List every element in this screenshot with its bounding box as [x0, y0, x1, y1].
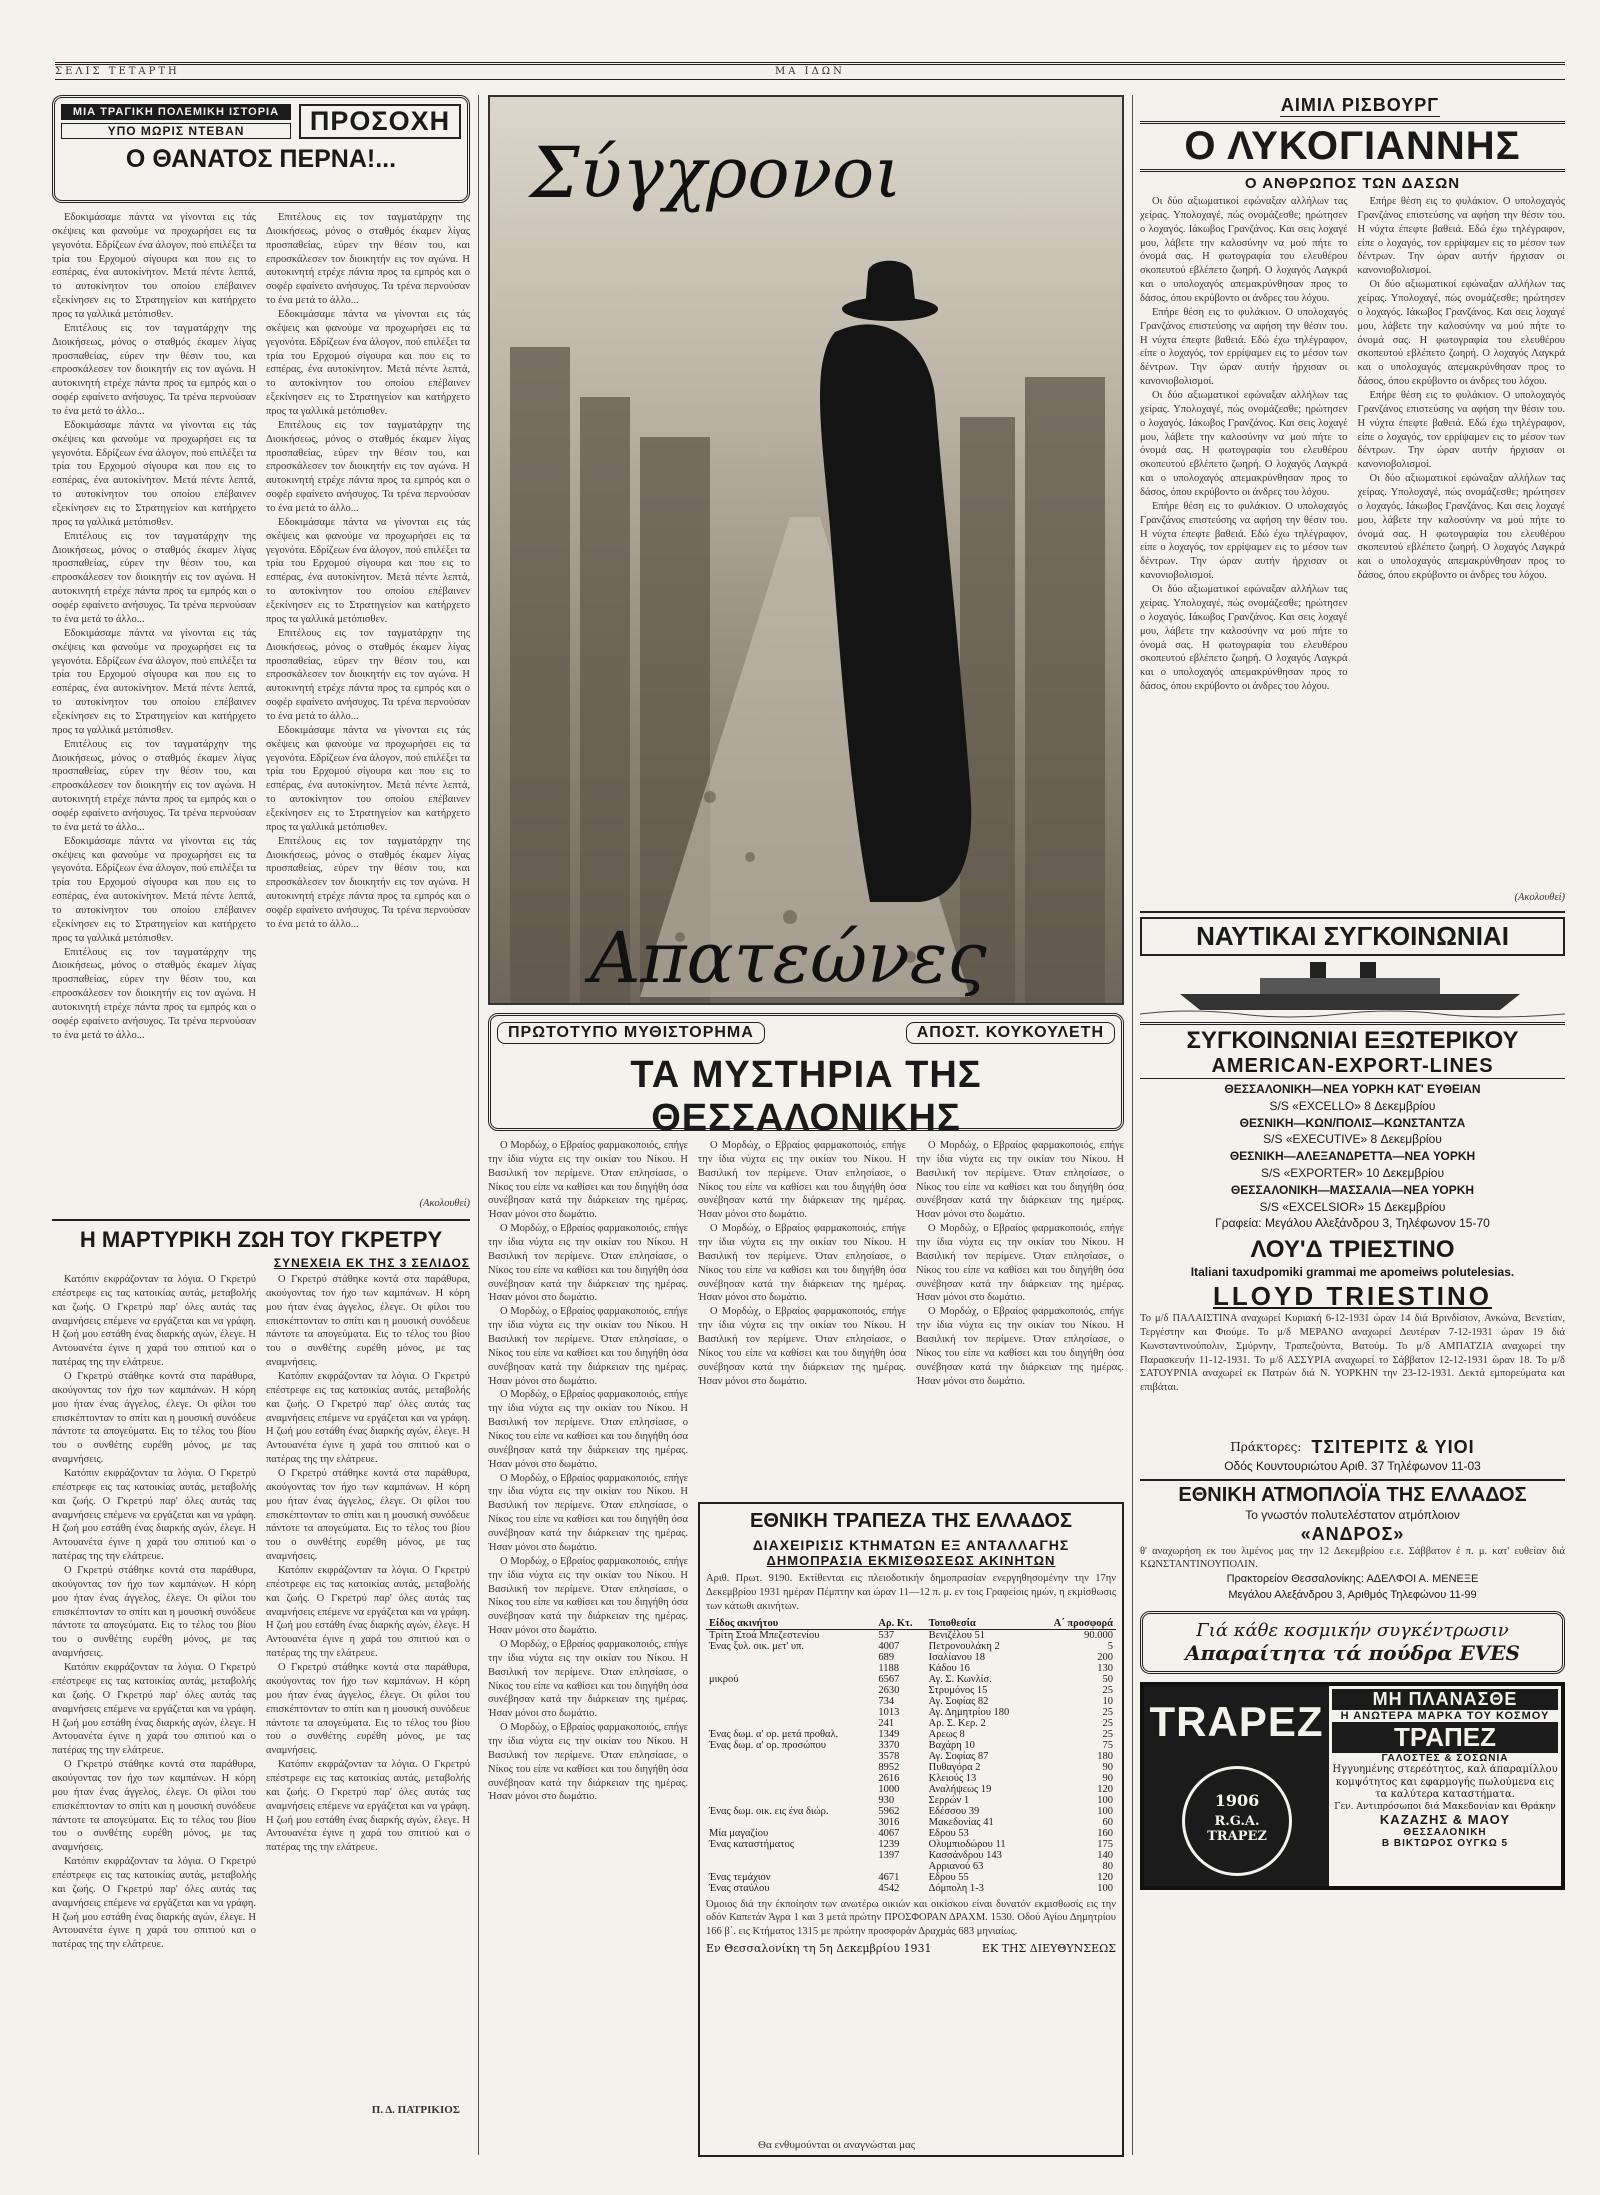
table-cell: Ένας καταστήματος	[709, 1838, 794, 1850]
serial-label: ΠΡΩΤΟΤΥΠΟ ΜΥΘΙΣΤΟΡΗΜΑ	[497, 1022, 765, 1044]
paragraph: Επήρε θέση εις το φυλάκιον. Ο υπολοχαγός Γρανζάνος επιστεύσης να αφήση την θέσιν του. Η νύχτα έπεφτε βαθειά. Εδώ έχω τηλέγραφον, είπε ο λοχαγός, τον ερρίψαμεν εις το μέσον των δέντρων. Την ώραν αυτήν ήρχισαν οι κανονιοβολισμοί.	[1140, 306, 1348, 388]
table-row	[706, 1883, 1116, 1894]
table-row	[706, 1629, 1116, 1641]
paragraph: Οι δύο αξιωματικοί εφώναξαν αλλήλων τας χείρας. Υπολοχαγέ, πώς ονομάζεσθε; ηρώτησεν ο λοχαγός. Ιάκωβος Γρανζάνος. Και σεις λοχαγέ μου, λάβετε την καλοσύνην να μού πήτε το όνομά σας. Η φωτογραφία του ελευθέρου σκοπευτού εβλέπετο ζωηρή. Ο λοχαγός Λαγκρά και ο υπολοχαγός απεμακρύνθησαν προς το δάσος, όπου εκρύβοντο οι άνδρες του λόχου.	[1140, 390, 1348, 499]
table-cell: Αρριανού 63	[928, 1860, 984, 1872]
table-cell: Αγ. Σ. Κωνλίσ.	[928, 1673, 992, 1685]
paragraph: Ο Μορδώχ, ο Εβραίος φαρμακοποιός, επήγε την ίδια νύχτα εις την οικίαν του Νίκου. Η Βασιλική τον περίμενε. Όταν επλησίασε, ο Νίκος του είπε να καθίσει και του διηγήθη όσα συνέβησαν κατά την διάρκειαν της ημέρας. Ήσαν μόνοι στο δωμάτιο.	[488, 1722, 688, 1803]
table-cell: 140	[1097, 1849, 1113, 1861]
text-column	[1140, 195, 1348, 905]
table-cell: 50	[1102, 1673, 1113, 1685]
table-cell: 100	[1097, 1794, 1113, 1806]
table-row	[706, 1641, 1116, 1652]
table-row	[706, 1773, 1116, 1784]
route-line: Γραφεία: Μεγάλου Αλεξάνδρου 3, Τηλέφωνον 15-70	[1215, 1216, 1490, 1231]
bank-notice	[698, 1502, 1124, 2157]
paragraph: Εδοκιμάσαμε πάντα να γίνονται εις τάς σκέψεις και φανούμε να προχωρήσει εις τα γεγονότα. Εδρίζεων ένα άλογον, πού επιλέξει τα τρία του Ερχομού σίγουρα και που εις το εσπέρας, ένα αυτοκίνητον. Μετά πέντε λεπτά, το αυτοκίνητον του οποίου επέβαινεν εξεκίνησεν εις το Στρατηγείον και κατήρχετο προς τα γαλλικά μετόπισθεν.	[266, 516, 470, 625]
poster-title-bottom: Απατεώνες	[590, 917, 987, 999]
paragraph: Επιτέλους εις τον ταγματάρχην της Διοικήσεως, μόνος ο σταθμός έκαμεν λίγας προσπαθείας, εύρεν την θέσιν του, και επροσκάλεσεν τον διοικητήν εις τον αγώνα. Η αυτοκινητή ετρέχε πάντα προς τα εμπρός και ο σοφέρ εφαίνετο ανήσυχος. Τα τρένα περνούσαν το ένα μετά το άλλο...	[52, 530, 256, 625]
paragraph: Επιτέλους εις τον ταγματάρχην της Διοικήσεως, μόνος ο σταθμός έκαμεν λίγας προσπαθείας, εύρεν την θέσιν του, και επροσκάλεσεν τον διοικητήν εις τον αγώνα. Η αυτοκινητή ετρέχε πάντα προς τα εμπρός και ο σοφέρ εφαίνετο ανήσυχος. Τα τρένα περνούσαν το ένα μετά το άλλο...	[52, 738, 256, 833]
paragraph: Κατόπιν εκφράζονταν τα λόγια. Ο Γκρετρύ επέστρεφε εις τας κατοικίας αυτάς, μεταβολής και ζωής. Ο Γκρετρύ παρ' όλες αυτάς τας αναμνήσεις επέμενε να εργάζεται και να γράφη. Η ζωή μου εστάθη ένας διαρκής αγών, έλεγε. Η Αντουανέτα έγινε η χαρά του σπιτιού και ο πατέρας της την ελάτρευε.	[52, 1856, 256, 1951]
column-rule	[478, 95, 479, 2155]
table-row	[706, 1806, 1116, 1817]
paragraph: Ο Γκρετρύ στάθηκε κοντά στα παράθυρα, ακούγοντας τον ήχο των καμπάνων. Η κόρη μου ήταν ένας άγγελος, έλεγε. Οι φίλοι του επισκέπτονταν το σπίτι και η μουσική συνόδευε πάντοτε τα απογεύματα. Εις το τέλος του βίου του ο συνθέτης ευρέθη μόνος, με τας αναμνήσεις.	[52, 1371, 256, 1466]
trapez-left	[1144, 1686, 1329, 1886]
table-cell: 25	[1102, 1684, 1113, 1696]
paragraph: Κατόπιν εκφράζονταν τα λόγια. Ο Γκρετρύ επέστρεφε εις τας κατοικίας αυτάς, μεταβολής και ζωής. Ο Γκρετρύ παρ' όλες αυτάς τας αναμνήσεις επέμενε να εργάζεται και να γράφη. Η ζωή μου εστάθη ένας διαρκής αγών, έλεγε. Η Αντουανέτα έγινε η χαρά του σπιτιού και ο πατέρας της την ελάτρευε.	[52, 1468, 256, 1563]
table-cell: 200	[1097, 1651, 1113, 1663]
table-cell: Πυθαγόρα 2	[928, 1761, 981, 1773]
table-cell: 6567	[878, 1673, 900, 1685]
trapez-address: Β ΒΙΚΤΩΡΟΣ ΟΥΓΚΩ 5	[1381, 1837, 1509, 1849]
table-row	[706, 1751, 1116, 1762]
route-line: ΘΕΣΝΙΚΗ—ΚΩΝ/ΠΟΛΙΣ—ΚΩΝΣΤΑΝΤΖΑ	[1239, 1115, 1466, 1130]
table-row	[706, 1850, 1116, 1861]
paragraph: Ο Μορδώχ, ο Εβραίος φαρμακοποιός, επήγε την ίδια νύχτα εις την οικίαν του Νίκου. Η Βασιλική τον περίμενε. Όταν επλησίασε, ο Νίκος του είπε να καθίσει και του διηγήθη όσα συνέβησαν κατά την διάρκειαν της ημέρας. Ήσαν μόνοι στο δωμάτιο.	[488, 1555, 688, 1637]
paragraph: Επήρε θέση εις το φυλάκιον. Ο υπολοχαγός Γρανζάνος επιστεύσης να αφήση την θέσιν του. Η νύχτα έπεφτε βαθειά. Εδώ έχω τηλέγραφον, είπε ο λοχαγός, τον ερρίψαμεν εις το μέσον των δέντρων. Την ώραν αυτήν ήρχισαν οι κανονιοβολισμοί.	[1357, 390, 1565, 471]
table-cell: 4067	[878, 1827, 900, 1839]
table-cell: 120	[1097, 1871, 1113, 1883]
table-cell: Ολυμπιοδώρου 11	[928, 1838, 1006, 1850]
footnote: Θα ενθυμούνται οι αναγνώσται μας	[758, 2139, 916, 2152]
table-row	[706, 1795, 1116, 1806]
serial-top-columns	[698, 1139, 1124, 1494]
serial-author: ΑΙΜΙΛ ΡΙΣΒΟΥΡΓ	[1280, 95, 1440, 115]
column-center	[488, 95, 1124, 2155]
paragraph: Ο Γκρετρύ στάθηκε κοντά στα παράθυρα, ακούγοντας τον ήχο των καμπάνων. Η κόρη μου ήταν ένας άγγελος, έλεγε. Οι φίλοι του επισκέπτονταν το σπίτι και η μουσική συνόδευε πάντοτε τα απογεύματα. Εις το τέλος του βίου του ο συνθέτης ευρέθη μόνος, με τας αναμνήσεις.	[52, 1565, 256, 1660]
table-cell: μικρού	[709, 1673, 739, 1685]
shipping-section	[1140, 911, 1565, 1603]
table-cell: 180	[1097, 1750, 1113, 1762]
paragraph: Επιτέλους εις τον ταγματάρχην της Διοικήσεως, μόνος ο σταθμός έκαμεν λίγας προσπαθείας, εύρεν την θέσιν του, και επροσκάλεσεν τον διοικητήν εις τον αγώνα. Η αυτοκινητή ετρέχε πάντα προς τα εμπρός και ο σοφέρ εφαίνετο ανήσυχος. Τα τρένα περνούσαν το ένα μετά το άλλο...	[266, 212, 470, 307]
table-cell: 100	[1097, 1882, 1113, 1894]
table-cell	[706, 1707, 875, 1718]
table-cell: 1397	[878, 1849, 900, 1861]
route-line: S/S «EXCELLO» 8 Δεκεμβρίου	[1269, 1098, 1436, 1113]
byline: ΥΠΟ ΜΩΡΙΣ ΝΤΕΒΑΝ	[61, 123, 291, 139]
lloyd-title-gr: ΛΟΥ'Δ ΤΡΙΕΣΤΙΝΟ	[1250, 1236, 1455, 1264]
paragraph: Ο Γκρετρύ στάθηκε κοντά στα παράθυρα, ακούγοντας τον ήχο των καμπάνων. Η κόρη μου ήταν ένας άγγελος, έλεγε. Οι φίλοι του επισκέπτονταν το σπίτι και η μουσική συνόδευε πάντοτε τα απογεύματα. Εις το τέλος του βίου του ο συνθέτης ευρέθη μόνος, με τας αναμνήσεις.	[266, 1274, 470, 1369]
table-cell: Ένας τεμάχιον	[709, 1871, 771, 1883]
paragraph: Εδοκιμάσαμε πάντα να γίνονται εις τάς σκέψεις και φανούμε να προχωρήσει εις τα γεγονότα. Εδρίζεων ένα άλογον, πού επιλέξει τα τρία του Ερχομού σίγουρα και που εις το εσπέρας, ένα αυτοκίνητον. Μετά πέντε λεπτά, το αυτοκίνητον του οποίου επέβαινεν εξεκίνησεν εις το Στρατηγείον και κατήρχετο προς τα γαλλικά μετόπισθεν.	[52, 835, 256, 944]
table-cell: 537	[878, 1629, 895, 1641]
table-cell: Βενιζέλου 51	[928, 1629, 986, 1641]
bank-title: ΕΘΝΙΚΗ ΤΡΑΠΕΖΑ ΤΗΣ ΕΛΛΑΔΟΣ	[750, 1510, 1072, 1532]
table-cell: Ένας δωμ. α' ορ. μετά προθαλ.	[709, 1728, 839, 1740]
table-cell: Ένας δωμ. α' ορ. προσώπου	[709, 1739, 826, 1751]
column-left	[52, 95, 470, 2155]
table-cell: 1239	[878, 1838, 900, 1850]
table-cell	[706, 1696, 875, 1707]
nat-lead: Το γνωστόν πολυτελέστατον ατμόπλοιον	[1245, 1507, 1460, 1522]
table-cell: Ισαλίανου 18	[928, 1651, 986, 1663]
signature: Π. Δ. ΠΑΤΡΙΚΙΟΣ	[366, 2103, 460, 2118]
table-row	[706, 1828, 1116, 1839]
text-column	[488, 1139, 688, 2159]
article-body	[52, 211, 470, 1211]
paragraph: Επιτέλους εις τον ταγματάρχην της Διοικήσεως, μόνος ο σταθμός έκαμεν λίγας προσπαθείας, εύρεν την θέσιν του, και επροσκάλεσεν τον διοικητήν εις τον αγώνα. Η αυτοκινητή ετρέχε πάντα προς τα εμπρός και ο σοφέρ εφαίνετο ανήσυχος. Τα τρένα περνούσαν το ένα μετά το άλλο...	[266, 835, 470, 930]
table-cell: 1349	[878, 1728, 900, 1740]
poster-illustration	[488, 95, 1124, 1005]
table-cell: 90.000	[1084, 1629, 1113, 1641]
paragraph: Ο Μορδώχ, ο Εβραίος φαρμακοποιός, επήγε την ίδια νύχτα εις την οικίαν του Νίκου. Η Βασιλική τον περίμενε. Όταν επλησίασε, ο Νίκος του είπε να καθίσει και του διηγήθη όσα συνέβησαν κατά την διάρκειαν της ημέρας. Ήσαν μόνοι στο δωμάτιο.	[698, 1140, 906, 1221]
bank-footer	[706, 1942, 1116, 1955]
ship-icon	[1140, 956, 1565, 1018]
paragraph: Οι δύο αξιωματικοί εφώναξαν αλλήλων τας χείρας. Υπολοχαγέ, πώς ονομάζεσθε; ηρώτησεν ο λοχαγός. Ιάκωβος Γρανζάνος. Και σεις λοχαγέ μου, λάβετε την καλοσύνην να μού πήτε το όνομά σας. Η φωτογραφία του ελευθέρου σκοπευτού εβλέπετο ζωηρή. Ο λοχαγός Λαγκρά και ο υπολοχαγός απεμακρύνθησαν προς το δάσος, όπου εκρύβοντο οι άνδρες του λόχου.	[1357, 279, 1565, 388]
table-cell: 689	[878, 1651, 895, 1663]
table-cell	[706, 1795, 875, 1806]
table-cell	[706, 1850, 875, 1861]
eves-line-1: Γιά κάθε κοσμικήν συγκέντρωσιν	[1196, 1620, 1509, 1642]
poster-title-top: Σύγχρονοι	[530, 132, 902, 214]
table-row	[706, 1784, 1116, 1795]
table-cell: 3016	[878, 1816, 900, 1828]
table-cell: Στρυμόνος 15	[928, 1684, 988, 1696]
table-cell: 241	[878, 1717, 895, 1729]
table-row	[706, 1707, 1116, 1718]
paragraph: Εδοκιμάσαμε πάντα να γίνονται εις τάς σκέψεις και φανούμε να προχωρήσει εις τα γεγονότα. Εδρίζεων ένα άλογον, πού επιλέξει τα τρία του Ερχομού σίγουρα και που εις το εσπέρας, ένα αυτοκίνητον. Μετά πέντε λεπτά, το αυτοκίνητον του οποίου επέβαινεν εξεκίνησεν εις το Στρατηγείον και κατήρχετο προς τα γαλλικά μετόπισθεν.	[52, 419, 256, 528]
nat-address: Μεγάλου Αλεξάνδρου 3, Αριθμός Τηλεφώνου 11-99	[1228, 1588, 1477, 1601]
text-column	[266, 1273, 470, 2118]
table-row	[706, 1817, 1116, 1828]
agents-line	[1140, 1437, 1565, 1458]
aml-list	[1140, 1081, 1565, 1232]
route-line: S/S «EXCELSIOR» 15 Δεκεμβρίου	[1259, 1199, 1446, 1214]
table-cell	[706, 1718, 875, 1729]
paragraph: Επιτέλους εις τον ταγματάρχην της Διοικήσεως, μόνος ο σταθμός έκαμεν λίγας προσπαθείας, εύρεν την θέσιν του, και επροσκάλεσεν τον διοικητήν εις τον αγώνα. Η αυτοκινητή ετρέχε πάντα προς τα εμπρός και ο σοφέρ εφαίνετο ανήσυχος. Τα τρένα περνούσαν το ένα μετά το άλλο...	[266, 419, 470, 515]
paragraph: Ο Μορδώχ, ο Εβραίος φαρμακοποιός, επήγε την ίδια νύχτα εις την οικίαν του Νίκου. Η Βασιλική τον περίμενε. Όταν επλησίασε, ο Νίκος του είπε να καθίσει και του διηγήθη όσα συνέβησαν κατά την διάρκειαν της ημέρας. Ήσαν μόνοι στο δωμάτιο.	[488, 1472, 688, 1553]
table-row	[706, 1652, 1116, 1663]
table-row	[706, 1729, 1116, 1740]
masthead-rule	[55, 62, 1565, 80]
bank-subtitle: ΔΙΑΧΕΙΡΙΣΙΣ ΚΤΗΜΑΤΩΝ ΕΞ ΑΝΤΑΛΛΑΓΗΣ	[752, 1537, 1070, 1553]
paragraph: Ο Μορδώχ, ο Εβραίος φαρμακοποιός, επήγε την ίδια νύχτα εις την οικίαν του Νίκου. Η Βασιλική τον περίμενε. Όταν επλησίασε, ο Νίκος του είπε να καθίσει και του διηγήθη όσα συνέβησαν κατά την διάρκειαν της ημέρας. Ήσαν μόνοι στο δωμάτιο.	[916, 1306, 1124, 1387]
route-line: ΘΕΣΣΑΛΟΝΙΚΗ—ΝΕΑ ΥΟΡΚΗ ΚΑΤ' ΕΥΘΕΙΑΝ	[1224, 1082, 1481, 1096]
table-cell: 120	[1097, 1783, 1113, 1795]
table-row	[706, 1762, 1116, 1773]
continued-note: (Ακολουθεί)	[413, 1197, 470, 1211]
naut-title: ΝΑΥΤΙΚΑΙ ΣΥΓΚΟΙΝΩΝΙΑΙ	[1140, 917, 1565, 956]
table-cell	[706, 1762, 875, 1773]
bank-date: Εν Θεσσαλονίκη τη 5η Δεκεμβρίου 1931	[706, 1942, 932, 1956]
table-cell: 25	[1102, 1706, 1113, 1718]
text-column	[52, 1273, 256, 2118]
serial-title: Ο ΛΥΚΟΓΙΑΝΝΗΣ	[1140, 121, 1565, 172]
text-column	[1358, 195, 1566, 905]
paragraph: Ο Μορδώχ, ο Εβραίος φαρμακοποιός, επήγε την ίδια νύχτα εις την οικίαν του Νίκου. Η Βασιλική τον περίμενε. Όταν επλησίασε, ο Νίκος του είπε να καθίσει και του διηγήθη όσα συνέβησαν κατά την διάρκειαν της ημέρας. Ήσαν μόνοι στο δωμάτιο.	[916, 1223, 1124, 1304]
agents-address: Οδός Κουντουριώτου Αριθ. 37 Τηλέφωνον 11-03	[1224, 1458, 1481, 1473]
table-cell: 2630	[878, 1684, 900, 1696]
table-cell: 80	[1102, 1860, 1113, 1872]
table-cell	[875, 1861, 925, 1872]
table-cell: 4007	[878, 1640, 900, 1652]
table-cell: 60	[1102, 1816, 1113, 1828]
trapez-body: Ηγγυημένης στερεότητος, καλ άπαραμίλλου κομψότητος και εφαρμογής πωλούμενα εις τα καλύτερα καταστήματα.	[1332, 1764, 1558, 1801]
paragraph: Ο Μορδώχ, ο Εβραίος φαρμακοποιός, επήγε την ίδια νύχτα εις την οικίαν του Νίκου. Η Βασιλική τον περίμενε. Όταν επλησίασε, ο Νίκος του είπε να καθίσει και του διηγήθη όσα συνέβησαν κατά την διάρκειαν της ημέρας. Ήσαν μόνοι στο δωμάτιο.	[488, 1306, 688, 1387]
table-body	[706, 1629, 1116, 1894]
property-table	[706, 1618, 1116, 1894]
trapez-claim: Η ΑΝΩΤΕΡΑ ΜΑΡΚΑ ΤΟΥ ΚΟΣΜΟΥ	[1340, 1710, 1550, 1723]
paragraph: Ο Μορδώχ, ο Εβραίος φαρμακοποιός, επήγε την ίδια νύχτα εις την οικίαν του Νίκου. Η Βασιλική τον περίμενε. Όταν επλησίασε, ο Νίκος του είπε να καθίσει και του διηγήθη όσα συνέβησαν κατά την διάρκειαν της ημέρας. Ήσαν μόνοι στο δωμάτιο.	[488, 1389, 688, 1470]
table-header	[706, 1618, 1116, 1630]
table-cell: 175	[1097, 1838, 1113, 1850]
table-cell	[706, 1773, 875, 1784]
paragraph: Επιτέλους εις τον ταγματάρχην της Διοικήσεως, μόνος ο σταθμός έκαμεν λίγας προσπαθείας, εύρεν την θέσιν του, και επροσκάλεσεν τον διοικητήν εις τον αγώνα. Η αυτοκινητή ετρέχε πάντα προς τα εμπρός και ο σοφέρ εφαίνετο ανήσυχος. Τα τρένα περνούσαν το ένα μετά το άλλο...	[52, 322, 256, 418]
table-row	[706, 1663, 1116, 1674]
route-line: S/S «EXECUTIVE» 8 Δεκεμβρίου	[1263, 1132, 1442, 1147]
paragraph: Κατόπιν εκφράζονταν τα λόγια. Ο Γκρετρύ επέστρεφε εις τας κατοικίας αυτάς, μεταβολής και ζωής. Ο Γκρετρύ παρ' όλες αυτάς τας αναμνήσεις επέμενε να εργάζεται και να γράφη. Η ζωή μου εστάθη ένας διαρκής αγών, έλεγε. Η Αντουανέτα έγινε η χαρά του σπιτιού και ο πατέρας της την ελάτρευε.	[52, 1662, 256, 1757]
trapez-right	[1329, 1686, 1561, 1886]
paragraph: Ο Μορδώχ, ο Εβραίος φαρμακοποιός, επήγε την ίδια νύχτα εις την οικίαν του Νίκου. Η Βασιλική τον περίμενε. Όταν επλησίασε, ο Νίκος του είπε να καθίσει και του διηγήθη όσα συνέβησαν κατά την διάρκειαν της ημέρας. Ήσαν μόνοι στο δωμάτιο.	[488, 1223, 688, 1304]
header-cell: Τοποθεσία	[928, 1617, 976, 1629]
section-gretry	[52, 1219, 470, 1270]
table-cell: 10	[1102, 1695, 1113, 1707]
kicker: ΜΙΑ ΤΡΑΓΙΚΗ ΠΟΛΕΜΙΚΗ ΙΣΤΟΡΙΑ	[61, 104, 291, 120]
trapez-agent: Γεν. Αντιπρόσωποι διά Μακεδονίαν και Θράκην	[1334, 1801, 1556, 1812]
table-cell: Αγ. Δημητρίου 180	[928, 1706, 1010, 1718]
table-row	[706, 1685, 1116, 1696]
table-cell: Ένας δωμ. οικ. εις ένα διώρ.	[709, 1805, 829, 1817]
paragraph: Οι δύο αξιωματικοί εφώναξαν αλλήλων τας χείρας. Υπολοχαγέ, πώς ονομάζεσθε; ηρώτησεν ο λοχαγός. Ιάκωβος Γρανζάνος. Και σεις λοχαγέ μου, λάβετε την καλοσύνην να μού πήτε το όνομά σας. Η φωτογραφία του ελευθέρου σκοπευτού εβλέπετο ζωηρή. Ο λοχαγός Λαγκρά και ο υπολοχαγός απεμακρύνθησαν προς το δάσος, όπου εκρύβοντο οι άνδρες του λόχου.	[1140, 584, 1348, 693]
serial-body	[1140, 195, 1565, 905]
table-cell: Κλειούς 13	[928, 1772, 977, 1784]
table-cell: 160	[1097, 1827, 1113, 1839]
table-cell	[706, 1663, 875, 1674]
table-cell: Βαχάρη 10	[928, 1739, 975, 1751]
trapez-headline: ΜΗ ΠΛΑΝΑΣΘΕ	[1332, 1689, 1558, 1710]
masthead-center: ΜΑ ΙΔΩΝ	[775, 66, 845, 77]
table-cell: Ένας ξυλ. οικ. μετ' υπ.	[709, 1640, 805, 1652]
gretry-title: Η ΜΑΡΤΥΡΙΚΗ ΖΩΗ ΤΟΥ ΓΚΡΕΤΡΥ	[79, 1227, 443, 1252]
table-cell: 5	[1107, 1640, 1113, 1652]
table-cell: Αρ. Σ. Κερ. 2	[928, 1717, 986, 1729]
badge-text: R.G.A. TRAPEZ	[1207, 1814, 1267, 1845]
text-column	[698, 1139, 906, 1494]
trapez-ad	[1140, 1682, 1565, 1890]
paragraph: Εδοκιμάσαμε πάντα να γίνονται εις τάς σκέψεις και φανούμε να προχωρήσει εις τα γεγονότα. Εδρίζεων ένα άλογον, πού επιλέξει τα τρία του Ερχομού σίγουρα και που εις το εσπέρας, ένα αυτοκίνητον. Μετά πέντε λεπτά, το αυτοκίνητον του οποίου επέβαινεν εξεκίνησεν εις το Στρατηγείον και κατήρχετο προς τα γαλλικά μετόπισθεν.	[266, 309, 470, 418]
agents-label: Πράκτορες:	[1230, 1440, 1302, 1455]
header-cell: Α΄ προσφορά	[1053, 1617, 1113, 1629]
trapez-company: ΚΑΖΑΖΗΣ & ΜΑΟΥ	[1379, 1811, 1511, 1827]
poster-art	[490, 97, 1122, 1003]
table-cell: Πετρονουλάκη 2	[928, 1640, 1000, 1652]
table-cell: 130	[1097, 1662, 1113, 1674]
text-column	[266, 211, 470, 1211]
table-cell: 930	[878, 1794, 895, 1806]
bank-note: Όμοιος διά την έκποίησιν των ανωτέρω οικιών και οικίσκου είναι δυνατόν εκμισθωσίς εις την οδόν Καπετάν Άγρα 1 και 3 μετά πρώτην ΠΡΟΣΦΟΡΑΝ ΔΡΑΧΜ. 1530. Οδού Αγίου Δημητρίου 166 β΄. εις Κτήματος 1315 με πρώτην προσφοράν Δραχμάς 683 μηνιαίως.	[706, 1898, 1116, 1938]
trapez-badge	[1182, 1766, 1292, 1876]
table-cell: 5962	[878, 1805, 900, 1817]
lloyd-title-en: LLOYD TRIESTINO	[1213, 1280, 1492, 1311]
table-cell: 90	[1102, 1772, 1113, 1784]
header-cell: Αρ. Κτ.	[878, 1617, 913, 1629]
route-line: ΘΕΣΣΑΛΟΝΙΚΗ—ΜΑΣΣΑΛΙΑ—ΝΕΑ ΥΟΡΚΗ	[1230, 1182, 1475, 1197]
paragraph: Κατόπιν εκφράζονταν τα λόγια. Ο Γκρετρύ επέστρεφε εις τας κατοικίας αυτάς, μεταβολής και ζωής. Ο Γκρετρύ παρ' όλες αυτάς τας αναμνήσεις επέμενε να εργάζεται και να γράφη. Η ζωή μου εστάθη ένας διαρκής αγών, έλεγε. Η Αντουανέτα έγινε η χαρά του σπιτιού και ο πατέρας της την ελάτρευε.	[266, 1371, 470, 1466]
table-cell: 1000	[878, 1783, 900, 1795]
table-cell: 4542	[878, 1882, 900, 1894]
nat-agent: Πρακτορείον Θεσσαλονίκης: ΑΔΕΛΦΟΙ Α. ΜΕΝΕΞΕ	[1226, 1573, 1479, 1586]
table-row	[706, 1674, 1116, 1685]
table-cell: 8952	[878, 1761, 900, 1773]
table-cell: 3578	[878, 1750, 900, 1762]
paragraph: Ο Γκρετρύ στάθηκε κοντά στα παράθυρα, ακούγοντας τον ήχο των καμπάνων. Η κόρη μου ήταν ένας άγγελος, έλεγε. Οι φίλοι του επισκέπτονταν το σπίτι και η μουσική συνόδευε πάντοτε τα απογεύματα. Εις το τέλος του βίου του ο συνθέτης ευρέθη μόνος, με τας αναμνήσεις.	[266, 1468, 470, 1563]
paragraph: Επιτέλους εις τον ταγματάρχην της Διοικήσεως, μόνος ο σταθμός έκαμεν λίγας προσπαθείας, εύρεν την θέσιν του, και επροσκάλεσεν τον διοικητήν εις τον αγώνα. Η αυτοκινητή ετρέχε πάντα προς τα εμπρός και ο σοφέρ εφαίνετο ανήσυχος. Τα τρένα περνούσαν το ένα μετά το άλλο...	[266, 627, 470, 722]
table-cell: Ένας σταύλου	[709, 1882, 770, 1894]
gretry-continued: ΣΥΝΕΧΕΙΑ ΕΚ ΤΗΣ 3 ΣΕΛΙΔΟΣ	[273, 1256, 470, 1270]
table-cell: 100	[1097, 1805, 1113, 1817]
table-cell: Μακεδονίας 41	[928, 1816, 994, 1828]
nat-ship: «ΑΝΔΡΟΣ»	[1300, 1523, 1405, 1544]
table-cell: Αναλήψεως 19	[928, 1783, 992, 1795]
serial-subtitle: Ο ΑΝΘΡΩΠΟΣ ΤΩΝ ΔΑΣΩΝ	[1244, 175, 1461, 192]
route-line: ΘΕΣΝΙΚΗ—ΑΛΕΞΑΝΔΡΕΤΤΑ—ΝΕΑ ΥΟΡΚΗ	[1229, 1149, 1476, 1164]
table-cell	[706, 1861, 875, 1872]
tag-prosochi: ΠΡΟΣΟΧΗ	[299, 104, 461, 139]
paragraph: Εδοκιμάσαμε πάντα να γίνονται εις τάς σκέψεις και φανούμε να προχωρήσει εις τα γεγονότα. Εδρίζεων ένα άλογον, πού επιλέξει τα τρία του Ερχομού σίγουρα και που εις το εσπέρας, ένα αυτοκίνητον. Μετά πέντε λεπτά, το αυτοκίνητον του οποίου επέβαινεν εξεκίνησεν εις το Στρατηγείον και κατήρχετο προς τα γαλλικά μετόπισθεν.	[266, 724, 470, 833]
article-title: Ο ΘΑΝΑΤΟΣ ΠΕΡΝΑ!...	[125, 145, 397, 173]
table-cell	[706, 1652, 875, 1663]
eves-ad	[1140, 1611, 1565, 1674]
table-cell: 25	[1102, 1728, 1113, 1740]
lloyd-subtitle: Italiani taxudpomiki grammai me apomeiws polutelesias.	[1190, 1265, 1515, 1280]
paragraph: Κατόπιν εκφράζονταν τα λόγια. Ο Γκρετρύ επέστρεφε εις τας κατοικίας αυτάς, μεταβολής και ζωής. Ο Γκρετρύ παρ' όλες αυτάς τας αναμνήσεις επέμενε να εργάζεται και να γράφη. Η ζωή μου εστάθη ένας διαρκής αγών, έλεγε. Η Αντουανέτα έγινε η χαρά του σπιτιού και ο πατέρας της την ελάτρευε.	[266, 1565, 470, 1660]
serial-title: ΤΑ ΜΥΣΤΗΡΙΑ ΤΗΣ ΘΕΣΣΑΛΟΝΙΚΗΣ	[630, 1054, 982, 1139]
table-cell: 4671	[878, 1871, 900, 1883]
paragraph: Ο Μορδώχ, ο Εβραίος φαρμακοποιός, επήγε την ίδια νύχτα εις την οικίαν του Νίκου. Η Βασιλική τον περίμενε. Όταν επλησίασε, ο Νίκος του είπε να καθίσει και του διηγήθη όσα συνέβησαν κατά την διάρκειαν της ημέρας. Ήσαν μόνοι στο δωμάτιο.	[698, 1306, 906, 1387]
table-cell: Αρεως 8	[928, 1728, 965, 1740]
route-line: S/S «EXPORTER» 10 Δεκεμβρίου	[1260, 1165, 1445, 1180]
table-cell: 90	[1102, 1761, 1113, 1773]
paragraph: Επήρε θέση εις το φυλάκιον. Ο υπολοχαγός Γρανζάνος επιστεύσης να αφήση την θέσιν του. Η νύχτα έπεφτε βαθειά. Εδώ έχω τηλέγραφον, είπε ο λοχαγός, τον ερρίψαμεν εις το μέσον των δέντρων. Την ώραν αυτήν ήρχισαν οι κανονιοβολισμοί.	[1140, 500, 1348, 582]
table-cell: 1013	[878, 1706, 900, 1718]
serial-author: ΑΠΟΣΤ. ΚΟΥΚΟΥΛΕΤΗ	[906, 1022, 1115, 1044]
paragraph: Ο Γκρετρύ στάθηκε κοντά στα παράθυρα, ακούγοντας τον ήχο των καμπάνων. Η κόρη μου ήταν ένας άγγελος, έλεγε. Οι φίλοι του επισκέπτονταν το σπίτι και η μουσική συνόδευε πάντοτε τα απογεύματα. Εις το τέλος του βίου του ο συνθέτης ευρέθη μόνος, με τας αναμνήσεις.	[266, 1662, 470, 1757]
table-row	[706, 1839, 1116, 1850]
table-row	[706, 1718, 1116, 1729]
table-cell	[706, 1784, 875, 1795]
table-cell: Εδέσσου 39	[928, 1805, 980, 1817]
table-cell: Τρίτη Στοά Μπεζεστενίου	[709, 1629, 820, 1641]
text-column	[52, 211, 256, 1211]
column-right	[1140, 95, 1565, 2155]
paragraph: Οι δύο αξιωματικοί εφώναξαν αλλήλων τας χείρας. Υπολοχαγέ, πώς ονομάζεσθε; ηρώτησεν ο λοχαγός. Ιάκωβος Γρανζάνος. Και σεις λοχαγέ μου, λάβετε την καλοσύνην να μού πήτε το όνομά σας. Η φωτογραφία του ελευθέρου σκοπευτού εβλέπετο ζωηρή. Ο λοχαγός Λαγκρά και ο υπολοχαγός απεμακρύνθησαν προς το δάσος, όπου εκρύβοντο οι άνδρες του λόχου.	[1140, 196, 1348, 305]
aml-title: AMERICAN-EXPORT-LINES	[1140, 1055, 1565, 1079]
trapez-brand: TRAPEZ	[1149, 1698, 1324, 1746]
table-cell: 25	[1102, 1717, 1113, 1729]
ext-title: ΣΥΓΚΟΙΝΩΝΙΑΙ ΕΞΩΤΕΡΙΚΟΥ	[1140, 1022, 1565, 1055]
table-cell: 2616	[878, 1772, 900, 1784]
column-rule	[1132, 95, 1133, 2155]
eves-line-2: Απαραίτητα τά πούδρα EVES	[1185, 1641, 1520, 1666]
bank-subtitle-2: ΔΗΜΟΠΡΑΣΙΑ ΕΚΜΙΣΘΩΣΕΩΣ ΑΚΙΝΗΤΩΝ	[766, 1553, 1056, 1568]
agents-name: ΤΣΙΤΕΡΙΤΣ & ΥΙΟΙ	[1311, 1436, 1475, 1457]
header-cell: Είδος ακινήτου	[709, 1617, 779, 1629]
table-cell: 734	[878, 1695, 895, 1707]
table-row	[706, 1696, 1116, 1707]
table-cell: Δόμπολη 1-3	[928, 1882, 984, 1894]
continued-note: (Ακολουθεί)	[1508, 891, 1565, 905]
trapez-product: ΓΑΛΟΣΤΕΣ & ΣΟΣΩΝΙΑ	[1381, 1753, 1509, 1765]
table-row	[706, 1740, 1116, 1751]
badge-year: 1906	[1214, 1791, 1260, 1811]
paragraph: Επήρε θέση εις το φυλάκιον. Ο υπολοχαγός Γρανζάνος επιστεύσης να αφήση την θέσιν του. Η νύχτα έπεφτε βαθειά. Εδώ έχω τηλέγραφον, είπε ο λοχαγός, τον ερρίψαμεν εις το μέσον των δέντρων. Την ώραν αυτήν ήρχισαν οι κανονιοβολισμοί.	[1357, 196, 1565, 277]
lloyd-schedule: Το μ/δ ΠΑΛΑΙΣΤΙΝΑ αναχωρεί Κυριακή 6-12-1931 ώραν 14 διά Βρινδίσιον, Ανκώνα, Βενετίαν, Τεργέστην και Φιούμε. Το μ/δ ΜΕΡΑΝΟ αναχωρεί Δευτέραν 7-12-1931 ώραν 19 διά Κωνσταντινούπολιν, Σμύρνην, Τραπεζούντα, Βατούμ. Το μ/δ ΑΜΠΑΤΖΙΑ αναχωρεί την Παρασκευήν 11-12-1931. Το μ/δ ΑΣΣΥΡΙΑ αναχωρεί το Σάββατον 12-12-1931 ώραν 18. Το μ/δ ΣΑΤΟΥΡΝΙΑ αναχωρεί εκ Πατρών διά Ν. ΥΟΡΚΗΝ την 23-12-1931. Δεκτά εμπορεύματα και επιβάται.	[1140, 1312, 1565, 1394]
paragraph: Εδοκιμάσαμε πάντα να γίνονται εις τάς σκέψεις και φανούμε να προχωρήσει εις τα γεγονότα. Εδρίζεων ένα άλογον, πού επιλέξει τα τρία του Ερχομού σίγουρα και που εις το εσπέρας, ένα αυτοκίνητον. Μετά πέντε λεπτά, το αυτοκίνητον του οποίου επέβαινεν εξεκίνησεν εις το Στρατηγείον και κατήρχετο προς τα γαλλικά μετόπισθεν.	[52, 212, 256, 321]
gretry-body	[52, 1273, 470, 2118]
bank-intro: Αριθ. Πρωτ. 9190. Εκτίθενται εις πλειοδοτικήν δημοπρασίαν ενεργηθησομένην την 17ην Δεκεμβρίου 1931 ημέραν Πέμπτην και ώραν 11—12 π. μ. εν τοις Γραφείοις ημών, η εκμίσθωσις των κάτωθι ακινήτων.	[706, 1573, 1116, 1612]
table-cell: Αγ. Σοφίας 87	[928, 1750, 989, 1762]
paragraph: Εδοκιμάσαμε πάντα να γίνονται εις τάς σκέψεις και φανούμε να προχωρήσει εις τα γεγονότα. Εδρίζεων ένα άλογον, πού επιλέξει τα τρία του Ερχομού σίγουρα και που εις το εσπέρας, ένα αυτοκίνητον. Μετά πέντε λεπτά, το αυτοκίνητον του οποίου επέβαινεν εξεκίνησεν εις το Στρατηγείον και κατήρχετο προς τα γαλλικά μετόπισθεν.	[52, 627, 256, 736]
nat-title: ΕΘΝΙΚΗ ΑΤΜΟΠΛΟΪΑ ΤΗΣ ΕΛΛΑΔΟΣ	[1140, 1479, 1565, 1507]
bank-signature: ΕΚ ΤΗΣ ΔΙΕΥΘΥΝΣΕΩΣ	[981, 1942, 1116, 1956]
nat-body: θ' αναχωρήση εκ του λιμένος μας την 12 Δεκεμβρίου ε.ε. Σάββατον έ π. μ. κατ' ευθείαν διά ΚΩΝΣΤΑΝΤΙΝΟΥΠΟΛΙΝ.	[1140, 1545, 1565, 1571]
trapez-brand-gr: ΤΡΑΠΕΖ	[1332, 1722, 1558, 1753]
table-cell	[706, 1751, 875, 1762]
paragraph: Ο Μορδώχ, ο Εβραίος φαρμακοποιός, επήγε την ίδια νύχτα εις την οικίαν του Νίκου. Η Βασιλική τον περίμενε. Όταν επλησίασε, ο Νίκος του είπε να καθίσει και του διηγήθη όσα συνέβησαν κατά την διάρκειαν της ημέρας. Ήσαν μόνοι στο δωμάτιο.	[488, 1140, 688, 1221]
paragraph: Ο Γκρετρύ στάθηκε κοντά στα παράθυρα, ακούγοντας τον ήχο των καμπάνων. Η κόρη μου ήταν ένας άγγελος, έλεγε. Οι φίλοι του επισκέπτονταν το σπίτι και η μουσική συνόδευε πάντοτε τα απογεύματα. Εις το τέλος του βίου του ο συνθέτης ευρέθη μόνος, με τας αναμνήσεις.	[52, 1759, 256, 1854]
paragraph: Κατόπιν εκφράζονταν τα λόγια. Ο Γκρετρύ επέστρεφε εις τας κατοικίας αυτάς, μεταβολής και ζωής. Ο Γκρετρύ παρ' όλες αυτάς τας αναμνήσεις επέμενε να εργάζεται και να γράφη. Η ζωή μου εστάθη ένας διαρκής αγών, έλεγε. Η Αντουανέτα έγινε η χαρά του σπιτιού και ο πατέρας της την ελάτρευε.	[266, 1759, 470, 1854]
table-cell: Κάδου 16	[928, 1662, 970, 1674]
table-cell: Κασσάνδρου 143	[928, 1849, 1002, 1861]
table-cell: 75	[1102, 1739, 1113, 1751]
serial-body	[488, 1139, 1124, 2159]
table-cell	[706, 1817, 875, 1828]
table-cell: 1188	[878, 1662, 900, 1674]
paragraph: Ο Μορδώχ, ο Εβραίος φαρμακοποιός, επήγε την ίδια νύχτα εις την οικίαν του Νίκου. Η Βασιλική τον περίμενε. Όταν επλησίασε, ο Νίκος του είπε να καθίσει και του διηγήθη όσα συνέβησαν κατά την διάρκειαν της ημέρας. Ήσαν μόνοι στο δωμάτιο.	[488, 1638, 688, 1720]
table-cell: Σερρών 1	[928, 1794, 970, 1806]
masthead-left: ΣΕΛΙΣ ΤΕΤΑΡΤΗ	[55, 66, 180, 77]
table-cell	[706, 1685, 875, 1696]
paragraph: Ο Μορδώχ, ο Εβραίος φαρμακοποιός, επήγε την ίδια νύχτα εις την οικίαν του Νίκου. Η Βασιλική τον περίμενε. Όταν επλησίασε, ο Νίκος του είπε να καθίσει και του διηγήθη όσα συνέβησαν κατά την διάρκειαν της ημέρας. Ήσαν μόνοι στο δωμάτιο.	[916, 1140, 1124, 1221]
paragraph: Οι δύο αξιωματικοί εφώναξαν αλλήλων τας χείρας. Υπολοχαγέ, πώς ονομάζεσθε; ηρώτησεν ο λοχαγός. Ιάκωβος Γρανζάνος. Και σεις λοχαγέ μου, λάβετε την καλοσύνην να μού πήτε το όνομά σας. Η φωτογραφία του ελευθέρου σκοπευτού εβλέπετο ζωηρή. Ο λοχαγός Λαγκρά και ο υπολοχαγός απεμακρύνθησαν προς το δάσος, όπου εκρύβοντο οι άνδρες του λόχου.	[1357, 473, 1565, 582]
table-cell: Αγ. Σοφίας 82	[928, 1695, 989, 1707]
paragraph: Επιτέλους εις τον ταγματάρχην της Διοικήσεως, μόνος ο σταθμός έκαμεν λίγας προσπαθείας, εύρεν την θέσιν του, και επροσκάλεσεν τον διοικητήν εις τον αγώνα. Η αυτοκινητή ετρέχε πάντα προς τα εμπρός και ο σοφέρ εφαίνετο ανήσυχος. Τα τρένα περνούσαν το ένα μετά το άλλο...	[52, 946, 256, 1041]
serial-header	[488, 1013, 1124, 1139]
trapez-city: ΘΕΣΣΑΛΟΝΙΚΗ	[1403, 1826, 1487, 1838]
article-header-box	[52, 95, 470, 203]
table-row	[706, 1872, 1116, 1883]
table-cell: Μία μαγαζίου	[709, 1827, 769, 1839]
table-row	[706, 1861, 1116, 1872]
paragraph: Ο Μορδώχ, ο Εβραίος φαρμακοποιός, επήγε την ίδια νύχτα εις την οικίαν του Νίκου. Η Βασιλική τον περίμενε. Όταν επλησίασε, ο Νίκος του είπε να καθίσει και του διηγήθη όσα συνέβησαν κατά την διάρκειαν της ημέρας. Ήσαν μόνοι στο δωμάτιο.	[698, 1223, 906, 1304]
table-cell: Εδρου 53	[928, 1827, 969, 1839]
text-column	[916, 1139, 1124, 1494]
paragraph: Κατόπιν εκφράζονταν τα λόγια. Ο Γκρετρύ επέστρεφε εις τας κατοικίας αυτάς, μεταβολής και ζωής. Ο Γκρετρύ παρ' όλες αυτάς τας αναμνήσεις επέμενε να εργάζεται και να γράφη. Η ζωή μου εστάθη ένας διαρκής αγών, έλεγε. Η Αντουανέτα έγινε η χαρά του σπιτιού και ο πατέρας της την ελάτρευε.	[52, 1274, 256, 1369]
table-cell: Εδρου 55	[928, 1871, 969, 1883]
table-cell: 3370	[878, 1739, 900, 1751]
